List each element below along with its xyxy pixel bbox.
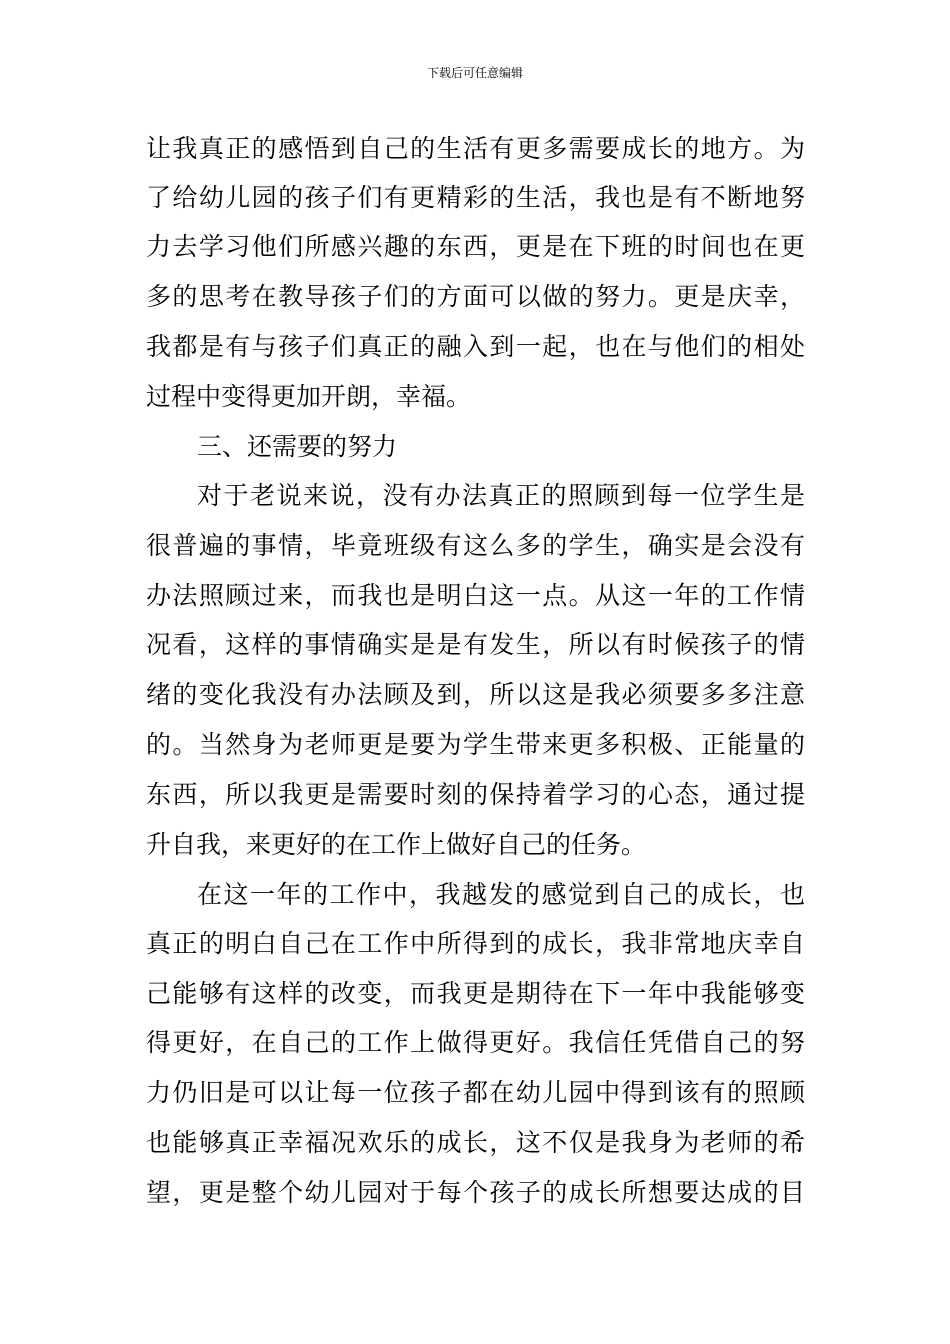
text-line: 让我真正的感悟到自己的生活有更多需要成长的地方。为 <box>146 134 805 163</box>
text-line: 得更好，在自己的工作上做得更好。我信任凭借自己的努 <box>146 1028 805 1057</box>
text-line: 己能够有这样的改变，而我更是期待在下一年中我能够变 <box>146 979 805 1008</box>
text-line: 多的思考在教导孩子们的方面可以做的努力。更是庆幸， <box>146 282 805 311</box>
text-line: 过程中变得更加开朗，幸福。 <box>146 382 472 411</box>
text-line: 绪的变化我没有办法顾及到，所以这是我必须要多多注意 <box>146 680 805 709</box>
text-line: 也能够真正幸福况欢乐的成长，这不仅是我身为老师的希 <box>146 1128 805 1157</box>
text-line: 力仍旧是可以让每一位孩子都在幼儿园中得到该有的照顾 <box>146 1078 805 1107</box>
text-line: 在这一年的工作中，我越发的感觉到自己的成长，也 <box>197 880 805 909</box>
text-line: 真正的明白自己在工作中所得到的成长，我非常地庆幸自 <box>146 929 805 958</box>
text-line: 力去学习他们所感兴趣的东西，更是在下班的时间也在更 <box>146 232 805 261</box>
text-line: 望，更是整个幼儿园对于每个孩子的成长所想要达成的目 <box>146 1178 805 1207</box>
text-line: 很普遍的事情，毕竟班级有这么多的学生，确实是会没有 <box>146 531 805 560</box>
text-line: 升自我，来更好的在工作上做好自己的任务。 <box>146 830 647 859</box>
text-line: 况看，这样的事情确实是是有发生，所以有时候孩子的情 <box>146 630 805 659</box>
text-line: 了给幼儿园的孩子们有更精彩的生活，我也是有不断地努 <box>146 183 805 212</box>
section-heading: 三、还需要的努力 <box>197 432 398 461</box>
text-line: 办法照顾过来，而我也是明白这一点。从这一年的工作情 <box>146 581 805 610</box>
text-line: 东西，所以我更是需要时刻的保持着学习的心态，通过提 <box>146 780 805 809</box>
page-header: 下载后可任意编辑 <box>426 66 523 80</box>
text-line: 对于老说来说，没有办法真正的照顾到每一位学生是 <box>197 481 805 510</box>
text-line: 的。当然身为老师更是要为学生带来更多积极、正能量的 <box>146 730 805 759</box>
text-line: 我都是有与孩子们真正的融入到一起，也在与他们的相处 <box>146 332 805 361</box>
